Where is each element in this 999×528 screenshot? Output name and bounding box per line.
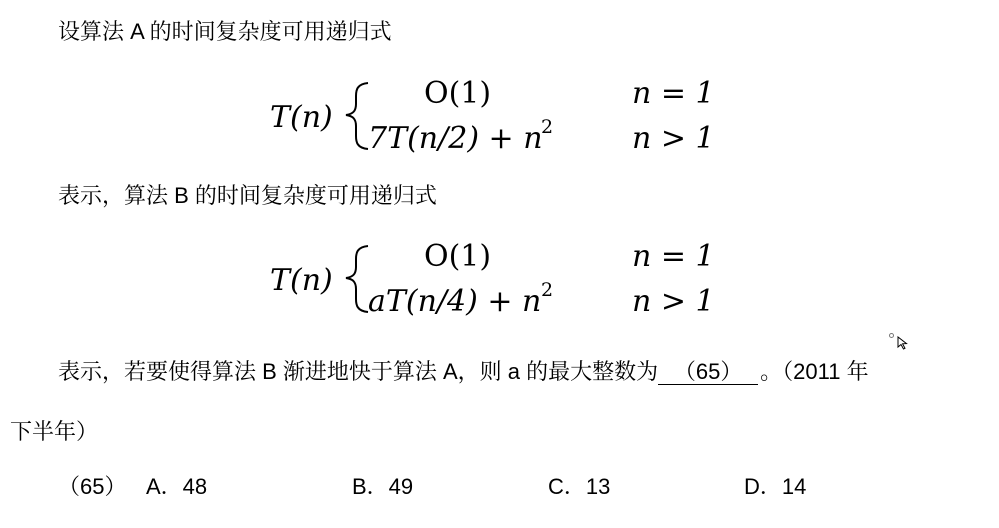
equation-a-case1-cond: n = 1	[632, 76, 715, 111]
intro-a-text: 设算法 A 的时间复杂度可用递归式	[58, 19, 392, 44]
equation-a-case2-sup: 2	[541, 116, 554, 138]
question-text-before: 表示，若要使得算法 B 渐进地快于算法 A，则 a 的最大整数为	[58, 359, 659, 384]
answer-blank: （65）	[658, 360, 758, 385]
option-d[interactable]: D．14	[744, 474, 807, 499]
option-c[interactable]: C．13	[548, 474, 611, 499]
equation-b-case1-cond: n = 1	[632, 239, 715, 274]
option-b[interactable]: B．49	[352, 474, 414, 499]
question-text-after: 。（2011 年	[760, 359, 869, 384]
equation-a-case2-cond: n > 1	[632, 121, 715, 156]
question-text	[58, 357, 869, 387]
option-a[interactable]: A．48	[146, 474, 208, 499]
question-continuation: 下半年）	[10, 419, 99, 444]
equation-b-case2-expr: aT(n/4) + n	[368, 284, 542, 319]
equation-b-lhs: T(n)	[270, 263, 333, 298]
intro-b-text: 表示，算法 B 的时间复杂度可用递归式	[58, 183, 437, 208]
mouse-cursor-icon	[897, 336, 909, 350]
equation-b-case2-cond: n > 1	[632, 284, 715, 319]
equation-a-case2-expr: 7T(n/2) + n	[368, 121, 543, 156]
equation-b-case2-sup: 2	[541, 279, 554, 301]
equation-a-brace	[346, 83, 368, 149]
equation-b-case1-expr: O(1)	[424, 239, 492, 274]
equation-b-brace	[346, 246, 368, 312]
small-circle-mark	[889, 333, 894, 338]
equation-a-lhs: T(n)	[270, 100, 333, 135]
equation-a-case1-expr: O(1)	[424, 76, 492, 111]
question-number: （65）	[58, 474, 127, 499]
